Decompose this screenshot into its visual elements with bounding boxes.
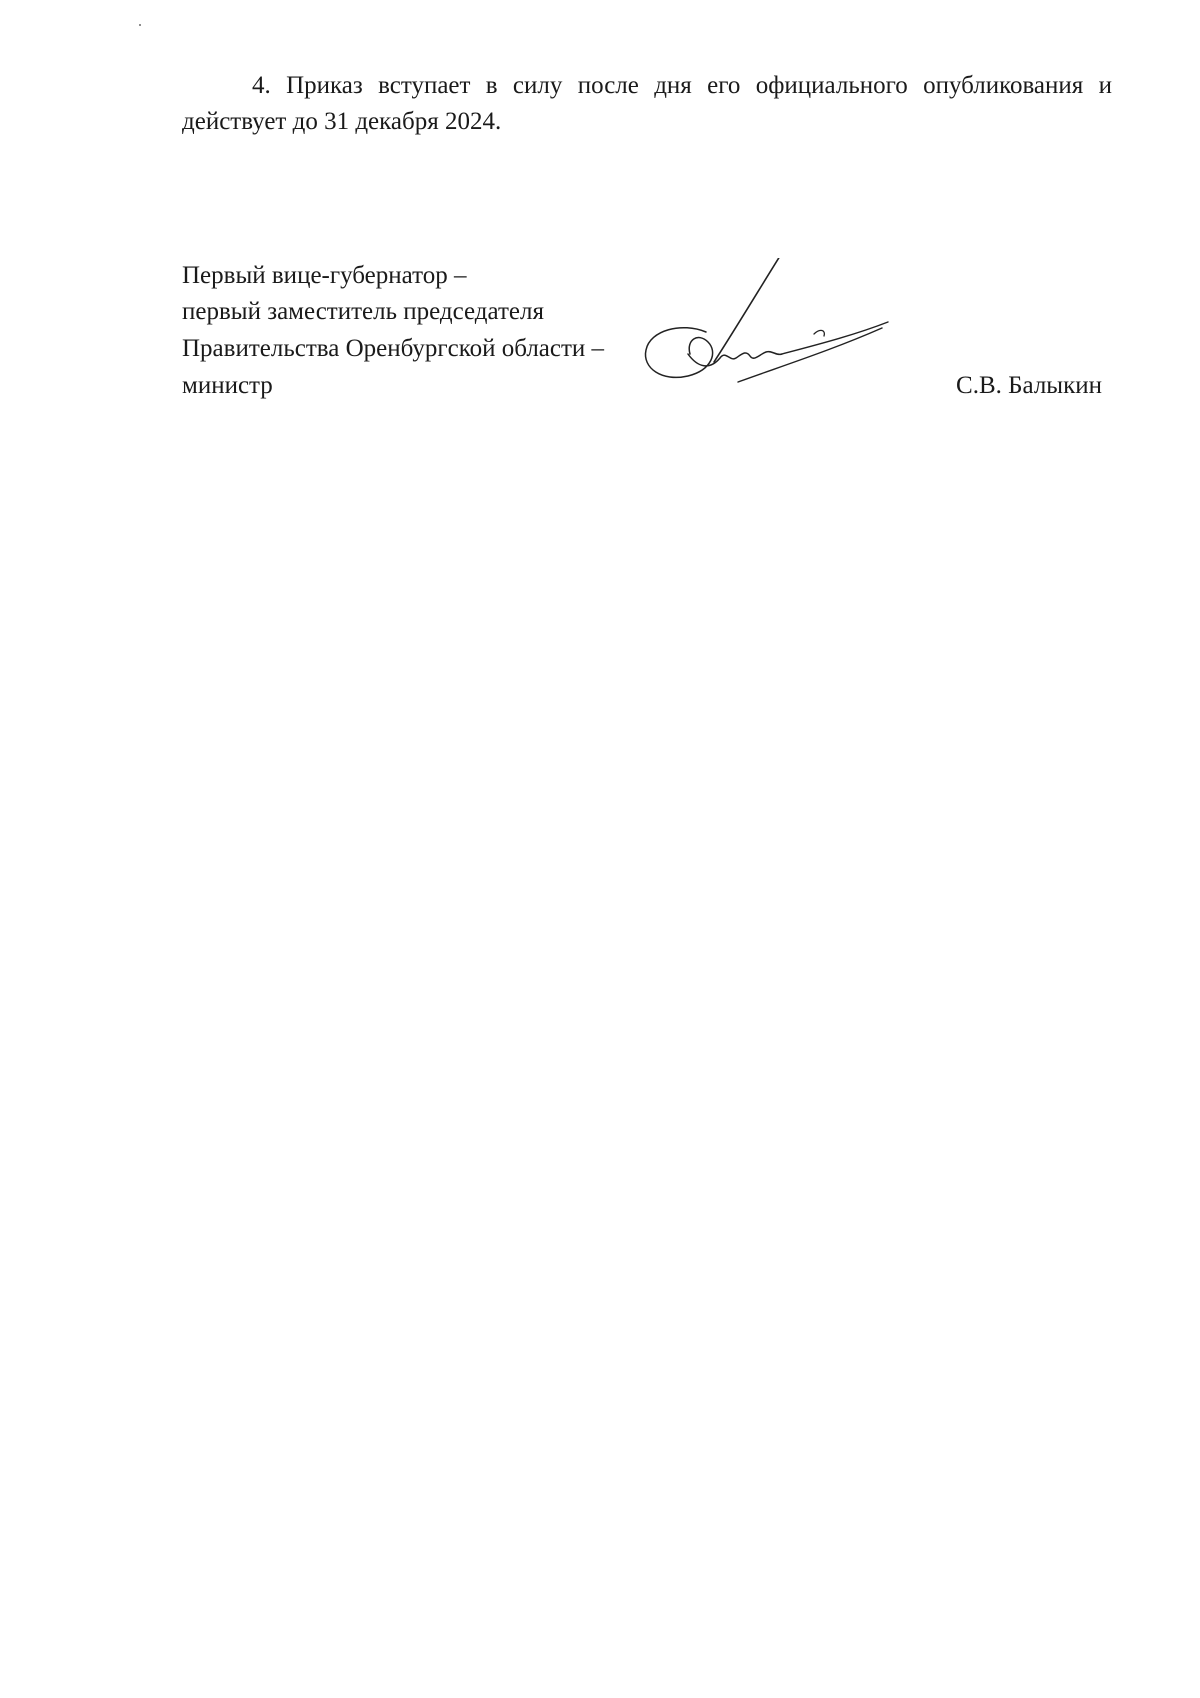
signature-hook [814,330,824,336]
clause-4-paragraph: 4. Приказ вступает в силу после дня его официального опубликования и действует до 31 декабря 2024. [182,72,1112,135]
signer-position-line-3: Правительства Оренбургской области – [182,335,605,362]
signature-scribble [688,352,782,366]
signer-name: С.В. Балыкин [956,372,1102,399]
signer-position-line-4: министр [182,372,273,399]
signer-position-line-1: Первый вице-губернатор – [182,262,467,289]
signature-loop [645,328,712,378]
signature-upper-flourish [782,322,888,354]
signature-rising-stroke [714,258,780,362]
handwritten-signature [632,258,902,408]
signer-position-line-2: первый заместитель председателя [182,298,544,325]
scan-artifact-dot [139,24,141,26]
